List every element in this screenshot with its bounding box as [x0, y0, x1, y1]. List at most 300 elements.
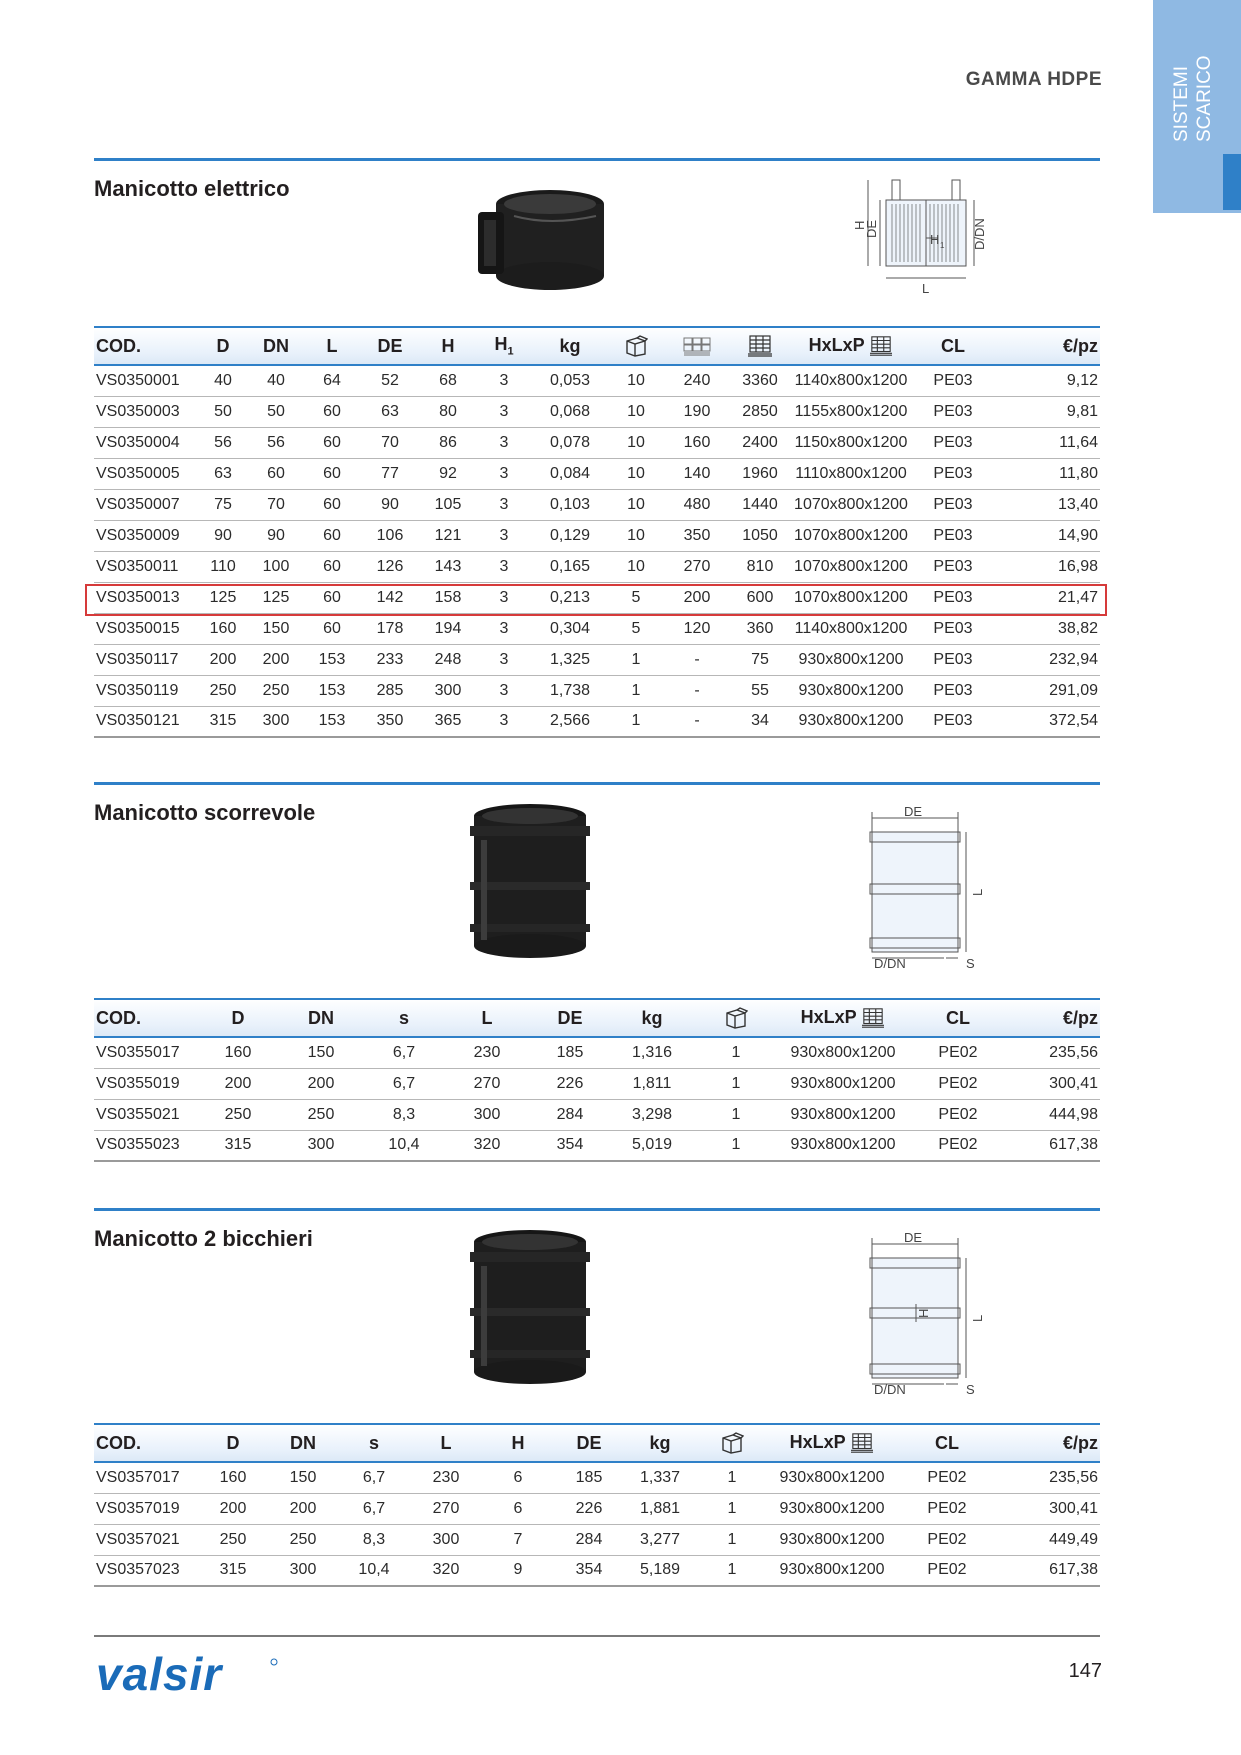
- table-cell: 1140x800x1200: [790, 365, 912, 396]
- table-cell: 185: [530, 1037, 610, 1068]
- table-row: [94, 1493, 1100, 1524]
- table-cell: 930x800x1200: [768, 1493, 896, 1524]
- diagram-label-ddn: D/DN: [874, 1382, 906, 1397]
- table-cell: VS0357021: [94, 1524, 198, 1555]
- table-cell: 143: [420, 551, 476, 582]
- table-cell: 56: [198, 427, 248, 458]
- table-cell: 5,019: [610, 1130, 694, 1161]
- table-cell: 3: [476, 551, 532, 582]
- diagram-label-h1-sub: 1: [940, 241, 945, 250]
- table-body: [94, 365, 1100, 737]
- table-cell: 5,189: [624, 1555, 696, 1586]
- table-cell: 230: [444, 1037, 530, 1068]
- table-cell: 3,298: [610, 1099, 694, 1130]
- table-cell: 2,566: [532, 706, 608, 737]
- table-cell: 160: [198, 613, 248, 644]
- box-icon: [720, 1432, 744, 1454]
- table-cell: 50: [248, 396, 304, 427]
- table-cell: PE03: [912, 427, 994, 458]
- table-cell: 3: [476, 520, 532, 551]
- table-cell: 0,053: [532, 365, 608, 396]
- table-cell: 60: [304, 613, 360, 644]
- table-cell: 232,94: [994, 644, 1100, 675]
- col-de: DE: [554, 1424, 624, 1462]
- table-cell: 86: [420, 427, 476, 458]
- table-cell: 226: [554, 1493, 624, 1524]
- electrofusion-diagram: [834, 176, 1074, 296]
- table-cell: 1150x800x1200: [790, 427, 912, 458]
- col-h1: [476, 327, 532, 365]
- table-header-row: [94, 1424, 1100, 1462]
- table-cell: VS0350117: [94, 644, 198, 675]
- col-dn: DN: [248, 327, 304, 365]
- table-manicotto-2-bicchieri: [94, 1423, 1100, 1587]
- table-cell: 1140x800x1200: [790, 613, 912, 644]
- table-cell: 3: [476, 458, 532, 489]
- table-cell: 153: [304, 706, 360, 737]
- table-cell: PE02: [896, 1462, 998, 1493]
- table-cell: 1: [608, 675, 664, 706]
- table-cell: 285: [360, 675, 420, 706]
- table-cell: PE03: [912, 582, 994, 613]
- col-price: €/pz: [998, 1424, 1100, 1462]
- table-cell: 80: [420, 396, 476, 427]
- table-cell: PE03: [912, 644, 994, 675]
- slip-coupling-image: [464, 800, 594, 962]
- table-cell: 235,56: [998, 1462, 1100, 1493]
- table-cell: 3: [476, 675, 532, 706]
- table-cell: 126: [360, 551, 420, 582]
- table-cell: 300: [410, 1524, 482, 1555]
- table-row: [94, 706, 1100, 737]
- table-row: [94, 1099, 1100, 1130]
- diagram-label-s: S: [966, 956, 975, 971]
- table-cell: 10,4: [338, 1555, 410, 1586]
- table-cell: 6,7: [338, 1462, 410, 1493]
- table-cell: 1: [608, 644, 664, 675]
- table-cell: VS0355017: [94, 1037, 198, 1068]
- table-cell: 300: [248, 706, 304, 737]
- table-row: [94, 396, 1100, 427]
- table-body: [94, 1462, 1100, 1586]
- footer-rule: [94, 1635, 1100, 1637]
- double-socket-coupling-image: [464, 1226, 594, 1388]
- table-row: [94, 582, 1100, 613]
- col-cl: CL: [896, 1424, 998, 1462]
- table-cell: PE03: [912, 551, 994, 582]
- table-cell: 6,7: [338, 1493, 410, 1524]
- table-cell: 121: [420, 520, 476, 551]
- table-cell: 617,38: [1008, 1130, 1100, 1161]
- table-cell: 200: [248, 644, 304, 675]
- table-cell: 372,54: [994, 706, 1100, 737]
- col-kg: kg: [624, 1424, 696, 1462]
- table-cell: 200: [664, 582, 730, 613]
- table-cell: 60: [304, 520, 360, 551]
- table-manicotto-elettrico: [94, 326, 1100, 738]
- table-cell: VS0350003: [94, 396, 198, 427]
- table-cell: 354: [554, 1555, 624, 1586]
- table-cell: 3: [476, 489, 532, 520]
- pallet-icon: [861, 1007, 885, 1029]
- table-cell: 1,316: [610, 1037, 694, 1068]
- table-cell: 930x800x1200: [790, 706, 912, 737]
- table-cell: 350: [664, 520, 730, 551]
- col-hxlxp-label: HxLxP: [808, 334, 865, 355]
- table-cell: 153: [304, 644, 360, 675]
- logo-text: valsir: [96, 1650, 223, 1700]
- table-cell: 10,4: [364, 1130, 444, 1161]
- table-cell: VS0355021: [94, 1099, 198, 1130]
- electrofusion-coupling-image: [464, 186, 614, 296]
- table-cell: VS0350005: [94, 458, 198, 489]
- table-header-row: [94, 327, 1100, 365]
- table-cell: 90: [248, 520, 304, 551]
- table-cell: 0,084: [532, 458, 608, 489]
- table-cell: 248: [420, 644, 476, 675]
- col-box: [694, 999, 778, 1037]
- table-cell: 3,277: [624, 1524, 696, 1555]
- side-tab-line-2: SCARICO: [1194, 55, 1215, 142]
- table-cell: 40: [248, 365, 304, 396]
- table-cell: 617,38: [998, 1555, 1100, 1586]
- col-stack: [664, 327, 730, 365]
- table-cell: 9,81: [994, 396, 1100, 427]
- box-icon: [624, 335, 648, 357]
- table-cell: 60: [304, 427, 360, 458]
- table-cell: 270: [444, 1068, 530, 1099]
- table-cell: 70: [360, 427, 420, 458]
- diagram-label-de: DE: [904, 1230, 923, 1245]
- table-cell: PE02: [908, 1068, 1008, 1099]
- table-cell: 1070x800x1200: [790, 489, 912, 520]
- col-price: €/pz: [1008, 999, 1100, 1037]
- page-number: 147: [1068, 1660, 1102, 1682]
- table-cell: 320: [410, 1555, 482, 1586]
- col-de: DE: [530, 999, 610, 1037]
- table-cell: 194: [420, 613, 476, 644]
- table-cell: 0,165: [532, 551, 608, 582]
- diagram-label-l: L: [970, 888, 985, 896]
- valsir-logo: [94, 1650, 294, 1700]
- table-row: [94, 458, 1100, 489]
- table-row: [94, 1130, 1100, 1161]
- table-cell: 75: [198, 489, 248, 520]
- table-cell: VS0350009: [94, 520, 198, 551]
- col-cod: COD.: [94, 1424, 198, 1462]
- table-cell: 160: [198, 1037, 278, 1068]
- table-cell: 158: [420, 582, 476, 613]
- table-cell: 10: [608, 427, 664, 458]
- table-cell: -: [664, 675, 730, 706]
- side-tab-line-1: SISTEMI: [1171, 65, 1192, 142]
- table-cell: PE02: [908, 1099, 1008, 1130]
- table-cell: 60: [304, 582, 360, 613]
- table-cell: 230: [410, 1462, 482, 1493]
- table-cell: VS0350007: [94, 489, 198, 520]
- col-cl: CL: [908, 999, 1008, 1037]
- table-cell: 1155x800x1200: [790, 396, 912, 427]
- table-cell: 40: [198, 365, 248, 396]
- table-cell: -: [664, 706, 730, 737]
- table-header-row: [94, 999, 1100, 1037]
- diagram-label-l: L: [922, 281, 930, 296]
- table-cell: 250: [278, 1099, 364, 1130]
- col-kg: kg: [610, 999, 694, 1037]
- col-cod: COD.: [94, 999, 198, 1037]
- side-tab-accent: [1223, 154, 1241, 210]
- table-cell: 1: [696, 1555, 768, 1586]
- col-box: [608, 327, 664, 365]
- table-cell: 1: [696, 1493, 768, 1524]
- section-title: Manicotto elettrico: [94, 176, 290, 201]
- col-de: DE: [360, 327, 420, 365]
- col-hxlxp: [768, 1424, 896, 1462]
- table-cell: 300: [278, 1130, 364, 1161]
- table-cell: 1070x800x1200: [790, 582, 912, 613]
- table-cell: 1: [696, 1462, 768, 1493]
- section-rule: [94, 158, 1100, 161]
- table-cell: PE03: [912, 520, 994, 551]
- table-cell: PE02: [896, 1524, 998, 1555]
- table-cell: 142: [360, 582, 420, 613]
- table-cell: 0,129: [532, 520, 608, 551]
- table-cell: 60: [304, 489, 360, 520]
- table-cell: 6,7: [364, 1037, 444, 1068]
- col-box: [696, 1424, 768, 1462]
- table-cell: 14,90: [994, 520, 1100, 551]
- section-header: GAMMA HDPE: [965, 69, 1102, 90]
- col-h: H: [482, 1424, 554, 1462]
- table-cell: 930x800x1200: [790, 675, 912, 706]
- table-cell: 300: [420, 675, 476, 706]
- table-cell: 160: [664, 427, 730, 458]
- table-cell: 480: [664, 489, 730, 520]
- table-row: [94, 675, 1100, 706]
- table-cell: 60: [304, 396, 360, 427]
- table-cell: 185: [554, 1462, 624, 1493]
- col-s: s: [364, 999, 444, 1037]
- table-cell: 930x800x1200: [778, 1068, 908, 1099]
- table-cell: 7: [482, 1524, 554, 1555]
- table-cell: PE02: [908, 1037, 1008, 1068]
- table-cell: 34: [730, 706, 790, 737]
- table-cell: 0,068: [532, 396, 608, 427]
- table-cell: VS0357019: [94, 1493, 198, 1524]
- table-cell: 270: [664, 551, 730, 582]
- col-d: D: [198, 327, 248, 365]
- table-cell: 38,82: [994, 613, 1100, 644]
- col-d: D: [198, 999, 278, 1037]
- table-row: [94, 644, 1100, 675]
- table-cell: PE03: [912, 396, 994, 427]
- table-cell: 100: [248, 551, 304, 582]
- table-cell: 0,213: [532, 582, 608, 613]
- table-cell: 284: [530, 1099, 610, 1130]
- col-dn: DN: [268, 1424, 338, 1462]
- table-cell: 150: [268, 1462, 338, 1493]
- table-cell: 77: [360, 458, 420, 489]
- table-cell: VS0357023: [94, 1555, 198, 1586]
- table-row: [94, 365, 1100, 396]
- table-cell: 3: [476, 365, 532, 396]
- table-cell: PE03: [912, 458, 994, 489]
- table-cell: 11,80: [994, 458, 1100, 489]
- table-cell: 365: [420, 706, 476, 737]
- table-body: [94, 1037, 1100, 1161]
- table-cell: 1: [608, 706, 664, 737]
- table-cell: 178: [360, 613, 420, 644]
- table-cell: 50: [198, 396, 248, 427]
- table-cell: 6,7: [364, 1068, 444, 1099]
- table-cell: VS0350015: [94, 613, 198, 644]
- table-cell: 92: [420, 458, 476, 489]
- table-cell: 90: [198, 520, 248, 551]
- table-cell: VS0350013: [94, 582, 198, 613]
- diagram-label-h1: H: [930, 232, 940, 247]
- table-cell: 140: [664, 458, 730, 489]
- col-pallet: [730, 327, 790, 365]
- table-cell: 2400: [730, 427, 790, 458]
- table-cell: VS0350001: [94, 365, 198, 396]
- table-cell: 1: [694, 1068, 778, 1099]
- table-cell: PE03: [912, 489, 994, 520]
- table-cell: 200: [198, 1493, 268, 1524]
- table-cell: 1,738: [532, 675, 608, 706]
- table-cell: 60: [304, 551, 360, 582]
- col-h: H: [420, 327, 476, 365]
- table-row: [94, 1037, 1100, 1068]
- table-cell: 1: [696, 1524, 768, 1555]
- pallet-icon: [850, 1432, 874, 1454]
- table-cell: 300,41: [1008, 1068, 1100, 1099]
- table-cell: 105: [420, 489, 476, 520]
- table-cell: 449,49: [998, 1524, 1100, 1555]
- col-h1-label: H: [494, 334, 508, 355]
- table-cell: 270: [410, 1493, 482, 1524]
- table-cell: 200: [198, 644, 248, 675]
- table-cell: 200: [278, 1068, 364, 1099]
- diagram-label-h: H: [916, 1308, 931, 1318]
- table-cell: VS0350119: [94, 675, 198, 706]
- col-kg: kg: [532, 327, 608, 365]
- table-cell: 70: [248, 489, 304, 520]
- table-cell: 350: [360, 706, 420, 737]
- table-cell: 444,98: [1008, 1099, 1100, 1130]
- table-cell: 2850: [730, 396, 790, 427]
- col-l: L: [444, 999, 530, 1037]
- table-cell: 125: [198, 582, 248, 613]
- table-cell: 10: [608, 520, 664, 551]
- table-cell: 10: [608, 551, 664, 582]
- table-cell: 200: [268, 1493, 338, 1524]
- table-cell: VS0357017: [94, 1462, 198, 1493]
- side-tab-label: [1170, 2, 1216, 142]
- table-cell: 56: [248, 427, 304, 458]
- table-cell: 10: [608, 489, 664, 520]
- table-cell: -: [664, 644, 730, 675]
- table-cell: 153: [304, 675, 360, 706]
- slip-coupling-diagram: [834, 802, 1034, 972]
- section-rule: [94, 782, 1100, 785]
- table-cell: VS0350011: [94, 551, 198, 582]
- table-row: [94, 551, 1100, 582]
- section-title: Manicotto 2 bicchieri: [94, 1226, 313, 1251]
- table-cell: 6: [482, 1462, 554, 1493]
- table-cell: 10: [608, 365, 664, 396]
- table-cell: 3: [476, 582, 532, 613]
- table-cell: 930x800x1200: [768, 1555, 896, 1586]
- col-l: L: [410, 1424, 482, 1462]
- table-cell: VS0355023: [94, 1130, 198, 1161]
- table-cell: 11,64: [994, 427, 1100, 458]
- table-cell: 10: [608, 458, 664, 489]
- table-cell: 291,09: [994, 675, 1100, 706]
- table-cell: PE03: [912, 706, 994, 737]
- table-cell: 250: [198, 1524, 268, 1555]
- table-cell: 3: [476, 396, 532, 427]
- pallet-icon: [869, 335, 893, 357]
- table-cell: 1,325: [532, 644, 608, 675]
- table-cell: 600: [730, 582, 790, 613]
- table-cell: 930x800x1200: [790, 644, 912, 675]
- table-row: [94, 613, 1100, 644]
- table-cell: 9: [482, 1555, 554, 1586]
- diagram-label-de: DE: [904, 804, 923, 819]
- table-cell: 5: [608, 613, 664, 644]
- table-cell: 1: [694, 1037, 778, 1068]
- table-cell: 120: [664, 613, 730, 644]
- table-cell: 1110x800x1200: [790, 458, 912, 489]
- table-row: [94, 1068, 1100, 1099]
- table-cell: 250: [198, 675, 248, 706]
- col-s: s: [338, 1424, 410, 1462]
- table-cell: 0,304: [532, 613, 608, 644]
- table-cell: 200: [198, 1068, 278, 1099]
- table-cell: 930x800x1200: [768, 1462, 896, 1493]
- table-cell: 1960: [730, 458, 790, 489]
- table-cell: 150: [278, 1037, 364, 1068]
- table-cell: 315: [198, 1130, 278, 1161]
- table-cell: 0,078: [532, 427, 608, 458]
- table-cell: 6: [482, 1493, 554, 1524]
- table-cell: PE02: [896, 1555, 998, 1586]
- table-cell: 52: [360, 365, 420, 396]
- table-cell: 1,337: [624, 1462, 696, 1493]
- table-cell: 68: [420, 365, 476, 396]
- table-cell: 63: [198, 458, 248, 489]
- table-cell: 226: [530, 1068, 610, 1099]
- pallet-icon: [747, 334, 773, 358]
- table-cell: 1070x800x1200: [790, 551, 912, 582]
- table-cell: 300: [444, 1099, 530, 1130]
- table-cell: PE03: [912, 613, 994, 644]
- table-cell: 150: [248, 613, 304, 644]
- col-d: D: [198, 1424, 268, 1462]
- table-cell: PE03: [912, 365, 994, 396]
- table-cell: 1: [694, 1130, 778, 1161]
- col-l: L: [304, 327, 360, 365]
- diagram-label-s: S: [966, 1382, 975, 1397]
- table-cell: 250: [268, 1524, 338, 1555]
- table-cell: VS0350004: [94, 427, 198, 458]
- table-cell: 9,12: [994, 365, 1100, 396]
- table-cell: 240: [664, 365, 730, 396]
- diagram-label-ddn: D/DN: [972, 218, 987, 250]
- table-cell: 60: [304, 458, 360, 489]
- box-icon: [724, 1007, 748, 1029]
- section-title: Manicotto scorrevole: [94, 800, 316, 825]
